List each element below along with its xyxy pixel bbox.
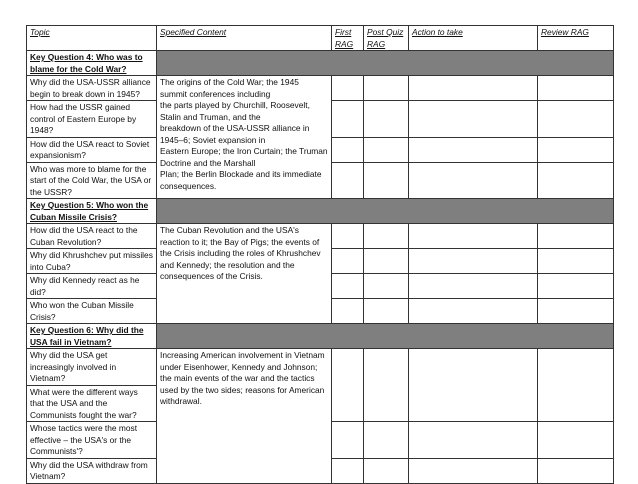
topic-cell: How did the USA react to the Cuban Revolution?: [27, 224, 157, 249]
section-title: Key Question 6: Why did the USA fail in Vietnam?: [27, 324, 157, 349]
post-quiz-rag-cell[interactable]: [364, 101, 409, 138]
action-cell[interactable]: [409, 101, 538, 138]
post-quiz-rag-cell[interactable]: [364, 76, 409, 101]
post-quiz-rag-cell[interactable]: [364, 458, 409, 483]
review-rag-cell[interactable]: [538, 249, 614, 274]
first-rag-cell[interactable]: [332, 299, 364, 324]
action-cell[interactable]: [409, 349, 538, 422]
action-cell[interactable]: [409, 249, 538, 274]
section-shading: [157, 51, 614, 76]
post-quiz-rag-cell[interactable]: [364, 249, 409, 274]
table-row: [27, 349, 614, 386]
post-quiz-rag-cell[interactable]: [364, 349, 409, 422]
review-rag-cell[interactable]: [538, 162, 614, 199]
topic-cell: How had the USSR gained control of Eastern Europe by 1948?: [27, 101, 157, 138]
topic-cell: Why did Khrushchev put missiles into Cuba?: [27, 249, 157, 274]
first-rag-cell[interactable]: [332, 76, 364, 101]
topic-cell: What were the different ways that the USA and the Communists fought the war?: [27, 385, 157, 422]
section-title: Key Question 4: Who was to blame for the Cold War?: [27, 51, 157, 76]
revision-checklist-table: [26, 25, 614, 484]
review-rag-cell[interactable]: [538, 137, 614, 162]
review-rag-cell[interactable]: [538, 299, 614, 324]
first-rag-cell[interactable]: [332, 137, 364, 162]
header-row: [27, 26, 614, 51]
table-row: [27, 76, 614, 101]
action-cell[interactable]: [409, 274, 538, 299]
action-cell[interactable]: [409, 162, 538, 199]
post-quiz-rag-cell[interactable]: [364, 224, 409, 249]
content-line: Eastern Europe; the Iron Curtain; the Truman Doctrine and the Marshall: [160, 146, 328, 168]
first-rag-cell[interactable]: [332, 274, 364, 299]
header-post-quiz-rag: Post Quiz RAG: [364, 26, 409, 51]
content-line: Plan; the Berlin Blockade and its immediate consequences.: [160, 169, 322, 191]
review-rag-cell[interactable]: [538, 458, 614, 483]
topic-cell: Who was more to blame for the start of the Cold War, the USA or the USSR?: [27, 162, 157, 199]
action-cell[interactable]: [409, 299, 538, 324]
content-line: The origins of the Cold War; the 1945 summit conferences including: [160, 77, 299, 99]
section-title: Key Question 5: Who won the Cuban Missile Crisis?: [27, 199, 157, 224]
table-row: [27, 224, 614, 249]
topic-cell: How did the USA react to Soviet expansionism?: [27, 137, 157, 162]
post-quiz-rag-cell[interactable]: [364, 299, 409, 324]
first-rag-cell[interactable]: [332, 349, 364, 422]
first-rag-cell[interactable]: [332, 101, 364, 138]
first-rag-cell[interactable]: [332, 458, 364, 483]
section-heading-row: [27, 324, 614, 349]
header-first-rag: First RAG: [332, 26, 364, 51]
section-shading: [157, 324, 614, 349]
review-rag-cell[interactable]: [538, 422, 614, 459]
first-rag-cell[interactable]: [332, 162, 364, 199]
header-action-to-take: Action to take: [409, 26, 538, 51]
content-line: the parts played by Churchill, Roosevelt, Stalin and Truman, and the: [160, 100, 310, 122]
first-rag-cell[interactable]: [332, 422, 364, 459]
review-rag-cell[interactable]: [538, 101, 614, 138]
topic-cell: Why did the USA withdraw from Vietnam?: [27, 458, 157, 483]
topic-cell: Why did the USA get increasingly involved in Vietnam?: [27, 349, 157, 386]
review-rag-cell[interactable]: [538, 76, 614, 101]
topic-cell: Why did Kennedy react as he did?: [27, 274, 157, 299]
content-cell: The Cuban Revolution and the USA's reaction to it; the Bay of Pigs; the events of the Crisis including the roles of Khrushchev and Kennedy; the resolution and the consequences of the Crisis.: [157, 224, 332, 324]
action-cell[interactable]: [409, 422, 538, 459]
post-quiz-rag-cell[interactable]: [364, 274, 409, 299]
first-rag-cell[interactable]: [332, 224, 364, 249]
section-shading: [157, 199, 614, 224]
section-heading-row: [27, 51, 614, 76]
post-quiz-rag-cell[interactable]: [364, 137, 409, 162]
topic-cell: Why did the USA-USSR alliance begin to break down in 1945?: [27, 76, 157, 101]
post-quiz-rag-cell[interactable]: [364, 422, 409, 459]
content-line: breakdown of the USA-USSR alliance in 1945–6; Soviet expansion in: [160, 123, 310, 145]
section-heading-row: [27, 199, 614, 224]
content-cell: [157, 76, 332, 199]
topic-cell: Who won the Cuban Missile Crisis?: [27, 299, 157, 324]
header-specified-content: Specified Content: [157, 26, 332, 51]
review-rag-cell[interactable]: [538, 349, 614, 422]
review-rag-cell[interactable]: [538, 274, 614, 299]
review-rag-cell[interactable]: [538, 224, 614, 249]
topic-cell: Whose tactics were the most effective – the USA's or the Communists'?: [27, 422, 157, 459]
action-cell[interactable]: [409, 137, 538, 162]
action-cell[interactable]: [409, 458, 538, 483]
content-cell: Increasing American involvement in Vietnam under Eisenhower, Kennedy and Johnson; the main events of the war and the tactics used by the two sides; reasons for American withdrawal.: [157, 349, 332, 484]
header-topic: Topic: [27, 26, 157, 51]
action-cell[interactable]: [409, 224, 538, 249]
post-quiz-rag-cell[interactable]: [364, 162, 409, 199]
action-cell[interactable]: [409, 76, 538, 101]
header-review-rag: Review RAG: [538, 26, 614, 51]
first-rag-cell[interactable]: [332, 249, 364, 274]
